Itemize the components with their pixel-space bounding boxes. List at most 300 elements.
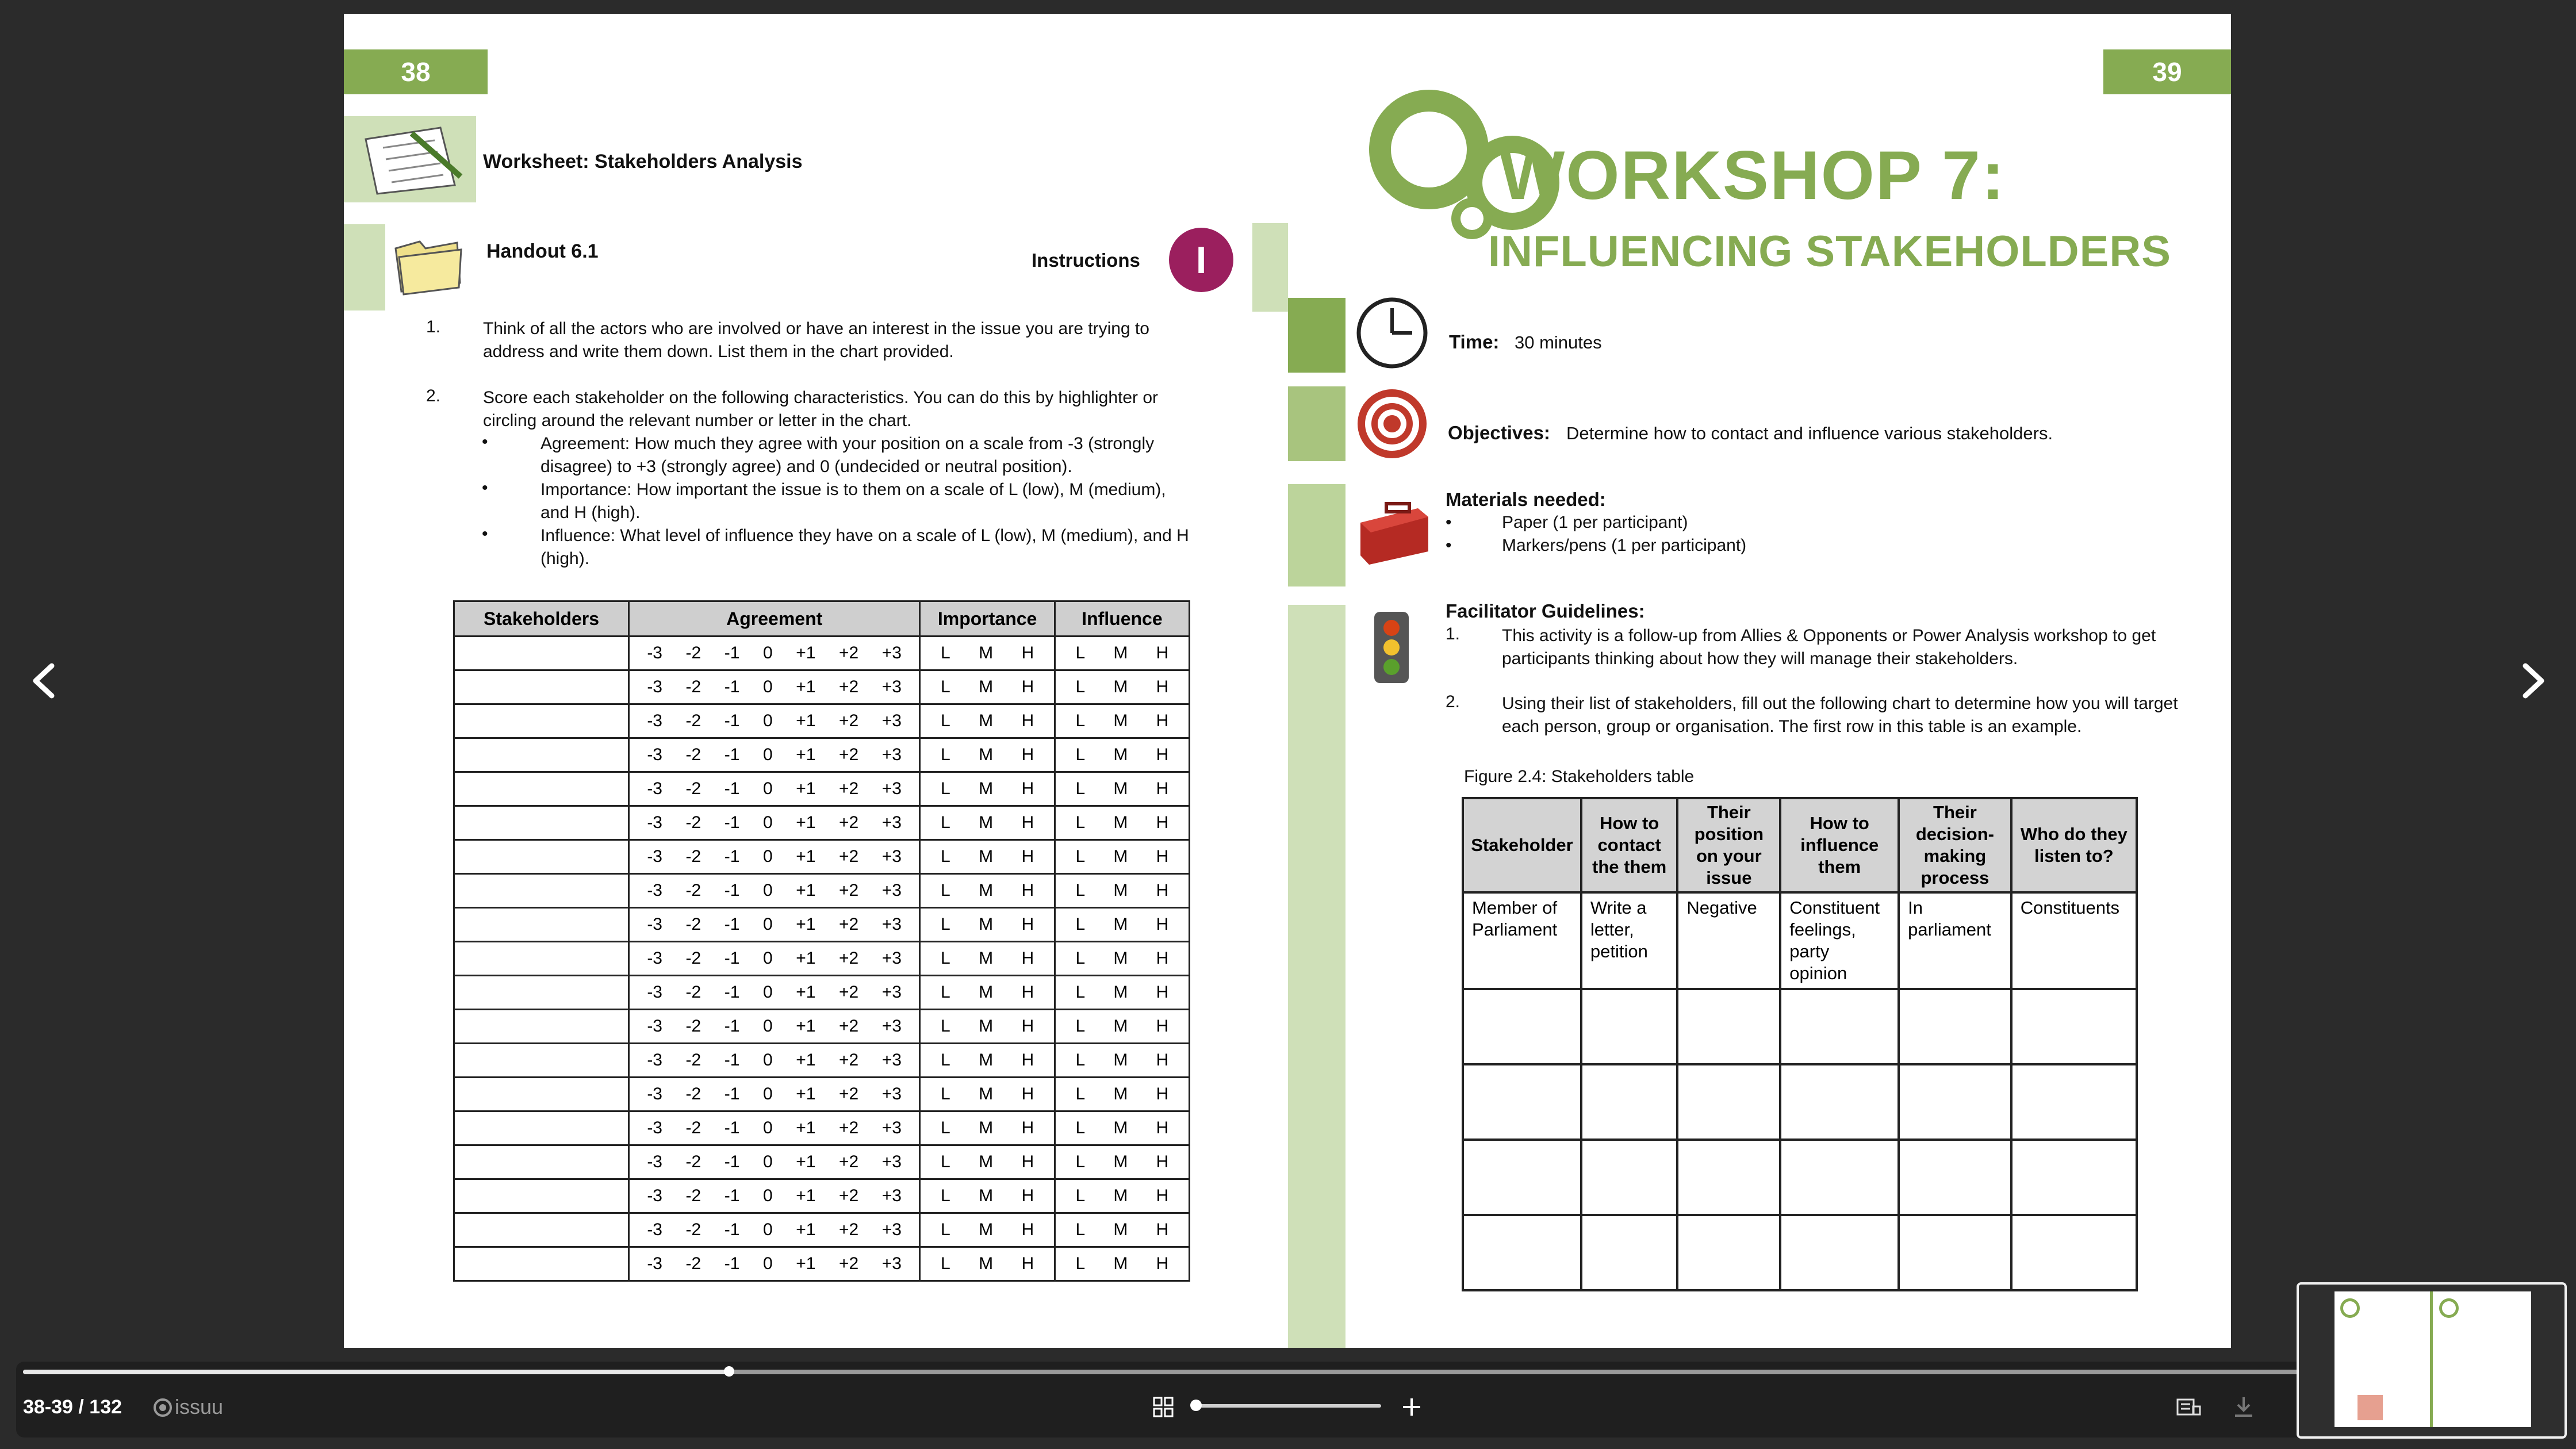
scale-option[interactable]: 0 — [763, 1152, 773, 1171]
figure-empty-cell[interactable] — [1677, 989, 1780, 1064]
scale-option[interactable]: +2 — [839, 915, 859, 934]
figure-empty-cell[interactable] — [1677, 1215, 1780, 1290]
stakeholder-name-cell[interactable] — [454, 942, 629, 976]
figure-empty-cell[interactable] — [2011, 1140, 2137, 1215]
scale-option[interactable]: M — [979, 915, 994, 934]
scale-option[interactable]: L — [941, 1118, 950, 1137]
scale-option[interactable]: L — [1075, 949, 1086, 968]
scale-option[interactable]: L — [941, 881, 950, 900]
issuu-brand[interactable]: issuu — [175, 1395, 224, 1419]
scale-option[interactable]: -2 — [685, 847, 702, 866]
page-thumbnail[interactable] — [2297, 1282, 2567, 1439]
scale-option[interactable]: +3 — [881, 1186, 902, 1205]
scale-option[interactable]: H — [1156, 1118, 1169, 1137]
scale-option[interactable]: M — [979, 1118, 994, 1137]
scale-option[interactable]: M — [979, 779, 994, 798]
scale-option[interactable]: +2 — [839, 847, 859, 866]
scale-option[interactable]: +3 — [881, 813, 902, 832]
reader-mode-icon[interactable] — [2176, 1396, 2201, 1418]
scale-option[interactable]: -1 — [724, 711, 740, 730]
scale-option[interactable]: L — [941, 983, 950, 1002]
figure-empty-cell[interactable] — [1581, 989, 1677, 1064]
scale-option[interactable]: -1 — [724, 1186, 740, 1205]
scale-option[interactable]: 0 — [763, 983, 773, 1002]
scale-option[interactable]: 0 — [763, 949, 773, 968]
scale-option[interactable]: L — [1075, 1220, 1086, 1239]
scale-option[interactable]: -2 — [685, 881, 702, 900]
scale-option[interactable]: M — [979, 1254, 994, 1273]
scale-option[interactable]: M — [979, 711, 994, 730]
scale-option[interactable]: -1 — [724, 1017, 740, 1036]
scale-option[interactable]: -3 — [647, 1152, 662, 1171]
scale-option[interactable]: H — [1021, 915, 1034, 934]
scale-option[interactable]: 0 — [763, 847, 773, 866]
stakeholder-name-cell[interactable] — [454, 637, 629, 670]
scale-option[interactable]: -1 — [724, 1152, 740, 1171]
scale-option[interactable]: 0 — [763, 881, 773, 900]
scale-option[interactable]: M — [979, 1017, 994, 1036]
scale-option[interactable]: +1 — [796, 1152, 816, 1171]
scale-option[interactable]: M — [1113, 881, 1128, 900]
stakeholder-name-cell[interactable] — [454, 908, 629, 942]
scale-option[interactable]: -2 — [685, 677, 702, 696]
scale-option[interactable]: -3 — [647, 983, 662, 1002]
stakeholder-name-cell[interactable] — [454, 1111, 629, 1145]
scale-option[interactable]: L — [941, 745, 950, 764]
stakeholder-name-cell[interactable] — [454, 976, 629, 1010]
figure-empty-cell[interactable] — [1677, 1064, 1780, 1140]
scale-option[interactable]: +1 — [796, 1254, 816, 1273]
scale-option[interactable]: M — [979, 677, 994, 696]
scale-option[interactable]: -1 — [724, 643, 740, 662]
scale-option[interactable]: 0 — [763, 643, 773, 662]
scale-option[interactable]: M — [1113, 1254, 1128, 1273]
scale-option[interactable]: H — [1156, 915, 1169, 934]
scale-option[interactable]: L — [1075, 1186, 1086, 1205]
scale-option[interactable]: M — [1113, 1051, 1128, 1070]
scale-option[interactable]: +1 — [796, 1220, 816, 1239]
scale-option[interactable]: M — [1113, 915, 1128, 934]
next-arrow-icon[interactable] — [2515, 661, 2550, 700]
scale-option[interactable]: -2 — [685, 1220, 702, 1239]
scale-option[interactable]: +2 — [839, 983, 859, 1002]
scale-option[interactable]: L — [941, 1051, 950, 1070]
scale-option[interactable]: -2 — [685, 1152, 702, 1171]
scale-option[interactable]: +3 — [881, 881, 902, 900]
scale-option[interactable]: -3 — [647, 1017, 662, 1036]
scale-option[interactable]: H — [1021, 1254, 1034, 1273]
scale-option[interactable]: H — [1156, 677, 1169, 696]
scale-option[interactable]: -2 — [685, 745, 702, 764]
scale-option[interactable]: M — [979, 643, 994, 662]
scale-option[interactable]: L — [941, 949, 950, 968]
scale-option[interactable]: 0 — [763, 711, 773, 730]
scale-option[interactable]: L — [1075, 881, 1086, 900]
scale-option[interactable]: H — [1021, 643, 1034, 662]
stakeholder-name-cell[interactable] — [454, 806, 629, 840]
figure-empty-cell[interactable] — [1780, 1064, 1899, 1140]
scale-option[interactable]: +1 — [796, 745, 816, 764]
figure-empty-cell[interactable] — [2011, 989, 2137, 1064]
stakeholder-name-cell[interactable] — [454, 874, 629, 908]
scale-option[interactable]: -2 — [685, 1017, 702, 1036]
scale-option[interactable]: +1 — [796, 813, 816, 832]
stakeholder-name-cell[interactable] — [454, 738, 629, 772]
scale-option[interactable]: H — [1156, 745, 1169, 764]
scale-option[interactable]: -3 — [647, 949, 662, 968]
stakeholder-name-cell[interactable] — [454, 1044, 629, 1078]
scale-option[interactable]: L — [941, 643, 950, 662]
figure-empty-cell[interactable] — [1780, 989, 1899, 1064]
stakeholder-name-cell[interactable] — [454, 1010, 629, 1044]
scale-option[interactable]: L — [941, 1254, 950, 1273]
scale-option[interactable]: H — [1156, 881, 1169, 900]
scale-option[interactable]: +1 — [796, 949, 816, 968]
figure-empty-cell[interactable] — [1899, 989, 2011, 1064]
figure-empty-cell[interactable] — [1780, 1140, 1899, 1215]
scale-option[interactable]: H — [1021, 983, 1034, 1002]
scale-option[interactable]: -2 — [685, 1254, 702, 1273]
scale-option[interactable]: -3 — [647, 643, 662, 662]
scale-option[interactable]: +3 — [881, 983, 902, 1002]
scale-option[interactable]: L — [941, 1084, 950, 1103]
scale-option[interactable]: M — [1113, 847, 1128, 866]
scale-option[interactable]: +2 — [839, 745, 859, 764]
scale-option[interactable]: M — [979, 1220, 994, 1239]
scale-option[interactable]: L — [941, 1152, 950, 1171]
scale-option[interactable]: H — [1021, 779, 1034, 798]
scale-option[interactable]: +3 — [881, 847, 902, 866]
stakeholder-name-cell[interactable] — [454, 1145, 629, 1179]
scale-option[interactable]: 0 — [763, 1220, 773, 1239]
scale-option[interactable]: +1 — [796, 1084, 816, 1103]
scale-option[interactable]: +1 — [796, 881, 816, 900]
scale-option[interactable]: L — [1075, 1017, 1086, 1036]
scale-option[interactable]: H — [1156, 949, 1169, 968]
scale-option[interactable]: H — [1021, 949, 1034, 968]
scale-option[interactable]: +1 — [796, 1017, 816, 1036]
scale-option[interactable]: 0 — [763, 813, 773, 832]
scale-option[interactable]: +2 — [839, 643, 859, 662]
figure-empty-cell[interactable] — [1463, 989, 1581, 1064]
figure-empty-cell[interactable] — [1463, 1140, 1581, 1215]
scale-option[interactable]: -1 — [724, 847, 740, 866]
stakeholder-name-cell[interactable] — [454, 840, 629, 874]
scale-option[interactable]: H — [1021, 1084, 1034, 1103]
scale-option[interactable]: M — [1113, 779, 1128, 798]
scale-option[interactable]: M — [979, 847, 994, 866]
scale-option[interactable]: +2 — [839, 1118, 859, 1137]
page-progress-handle[interactable] — [724, 1366, 734, 1377]
scale-option[interactable]: H — [1021, 813, 1034, 832]
scale-option[interactable]: -1 — [724, 779, 740, 798]
scale-option[interactable]: +1 — [796, 915, 816, 934]
scale-option[interactable]: M — [1113, 677, 1128, 696]
scale-option[interactable]: +1 — [796, 847, 816, 866]
scale-option[interactable]: L — [1075, 1152, 1086, 1171]
scale-option[interactable]: M — [979, 813, 994, 832]
zoom-slider-handle[interactable] — [1190, 1400, 1202, 1411]
scale-option[interactable]: M — [1113, 711, 1128, 730]
scale-option[interactable]: M — [979, 983, 994, 1002]
scale-option[interactable]: H — [1156, 643, 1169, 662]
download-icon[interactable] — [2232, 1395, 2255, 1419]
scale-option[interactable]: H — [1021, 1152, 1034, 1171]
scale-option[interactable]: +2 — [839, 779, 859, 798]
scale-option[interactable]: +2 — [839, 1254, 859, 1273]
scale-option[interactable]: H — [1156, 779, 1169, 798]
scale-option[interactable]: H — [1021, 1051, 1034, 1070]
grid-view-icon[interactable] — [1152, 1396, 1174, 1418]
scale-option[interactable]: +3 — [881, 1051, 902, 1070]
scale-option[interactable]: 0 — [763, 1186, 773, 1205]
scale-option[interactable]: -2 — [685, 1186, 702, 1205]
scale-option[interactable]: M — [1113, 745, 1128, 764]
scale-option[interactable]: M — [979, 881, 994, 900]
scale-option[interactable]: H — [1156, 813, 1169, 832]
scale-option[interactable]: M — [1113, 1017, 1128, 1036]
scale-option[interactable]: L — [1075, 711, 1086, 730]
scale-option[interactable]: +2 — [839, 1084, 859, 1103]
scale-option[interactable]: H — [1021, 1220, 1034, 1239]
scale-option[interactable]: -3 — [647, 779, 662, 798]
scale-option[interactable]: +1 — [796, 779, 816, 798]
scale-option[interactable]: H — [1021, 1186, 1034, 1205]
scale-option[interactable]: +1 — [796, 1186, 816, 1205]
scale-option[interactable]: -2 — [685, 711, 702, 730]
scale-option[interactable]: H — [1021, 1118, 1034, 1137]
scale-option[interactable]: -2 — [685, 643, 702, 662]
scale-option[interactable]: -3 — [647, 1220, 662, 1239]
scale-option[interactable]: M — [979, 1051, 994, 1070]
scale-option[interactable]: -2 — [685, 1118, 702, 1137]
scale-option[interactable]: M — [1113, 813, 1128, 832]
scale-option[interactable]: L — [941, 1186, 950, 1205]
scale-option[interactable]: 0 — [763, 745, 773, 764]
scale-option[interactable]: +3 — [881, 1017, 902, 1036]
scale-option[interactable]: L — [941, 915, 950, 934]
scale-option[interactable]: L — [941, 813, 950, 832]
zoom-in-icon[interactable] — [1401, 1396, 1423, 1418]
scale-option[interactable]: -3 — [647, 677, 662, 696]
scale-option[interactable]: +2 — [839, 1051, 859, 1070]
scale-option[interactable]: -1 — [724, 1084, 740, 1103]
figure-empty-cell[interactable] — [1780, 1215, 1899, 1290]
figure-empty-cell[interactable] — [1581, 1064, 1677, 1140]
scale-option[interactable]: -3 — [647, 745, 662, 764]
scale-option[interactable]: L — [941, 847, 950, 866]
stakeholder-name-cell[interactable] — [454, 1247, 629, 1281]
scale-option[interactable]: L — [1075, 745, 1086, 764]
scale-option[interactable]: 0 — [763, 1017, 773, 1036]
scale-option[interactable]: +2 — [839, 1152, 859, 1171]
scale-option[interactable]: -1 — [724, 677, 740, 696]
scale-option[interactable]: H — [1021, 745, 1034, 764]
scale-option[interactable]: M — [1113, 643, 1128, 662]
scale-option[interactable]: +2 — [839, 813, 859, 832]
scale-option[interactable]: L — [1075, 915, 1086, 934]
scale-option[interactable]: H — [1156, 1152, 1169, 1171]
stakeholder-name-cell[interactable] — [454, 704, 629, 738]
scale-option[interactable]: +2 — [839, 949, 859, 968]
scale-option[interactable]: -1 — [724, 813, 740, 832]
scale-option[interactable]: +2 — [839, 1186, 859, 1205]
scale-option[interactable]: +3 — [881, 949, 902, 968]
figure-empty-cell[interactable] — [2011, 1215, 2137, 1290]
scale-option[interactable]: L — [1075, 1051, 1086, 1070]
scale-option[interactable]: -2 — [685, 779, 702, 798]
scale-option[interactable]: -3 — [647, 1254, 662, 1273]
issuu-logo-icon[interactable] — [153, 1396, 172, 1419]
scale-option[interactable]: H — [1156, 847, 1169, 866]
scale-option[interactable]: -1 — [724, 1254, 740, 1273]
scale-option[interactable]: L — [941, 779, 950, 798]
stakeholder-name-cell[interactable] — [454, 772, 629, 806]
scale-option[interactable]: L — [1075, 1118, 1086, 1137]
scale-option[interactable]: L — [941, 711, 950, 730]
scale-option[interactable]: H — [1021, 711, 1034, 730]
scale-option[interactable]: +2 — [839, 711, 859, 730]
scale-option[interactable]: -2 — [685, 915, 702, 934]
scale-option[interactable]: +1 — [796, 677, 816, 696]
scale-option[interactable]: H — [1156, 983, 1169, 1002]
scale-option[interactable]: H — [1021, 847, 1034, 866]
scale-option[interactable]: +3 — [881, 1084, 902, 1103]
scale-option[interactable]: M — [1113, 1186, 1128, 1205]
scale-option[interactable]: +3 — [881, 1254, 902, 1273]
scale-option[interactable]: -3 — [647, 1118, 662, 1137]
scale-option[interactable]: 0 — [763, 779, 773, 798]
figure-empty-cell[interactable] — [1581, 1215, 1677, 1290]
scale-option[interactable]: L — [1075, 847, 1086, 866]
scale-option[interactable]: M — [1113, 1118, 1128, 1137]
scale-option[interactable]: M — [1113, 1220, 1128, 1239]
scale-option[interactable]: L — [1075, 1084, 1086, 1103]
scale-option[interactable]: M — [979, 1152, 994, 1171]
stakeholder-name-cell[interactable] — [454, 670, 629, 704]
scale-option[interactable]: -1 — [724, 915, 740, 934]
scale-option[interactable]: H — [1156, 1017, 1169, 1036]
scale-option[interactable]: -3 — [647, 711, 662, 730]
scale-option[interactable]: M — [1113, 983, 1128, 1002]
scale-option[interactable]: M — [979, 745, 994, 764]
scale-option[interactable]: -3 — [647, 1186, 662, 1205]
scale-option[interactable]: +3 — [881, 1118, 902, 1137]
scale-option[interactable]: -1 — [724, 1118, 740, 1137]
scale-option[interactable]: L — [1075, 983, 1086, 1002]
scale-option[interactable]: 0 — [763, 1254, 773, 1273]
figure-empty-cell[interactable] — [1581, 1140, 1677, 1215]
scale-option[interactable]: L — [1075, 779, 1086, 798]
scale-option[interactable]: -3 — [647, 813, 662, 832]
scale-option[interactable]: -3 — [647, 1084, 662, 1103]
figure-empty-cell[interactable] — [1899, 1140, 2011, 1215]
scale-option[interactable]: +3 — [881, 643, 902, 662]
scale-option[interactable]: L — [941, 677, 950, 696]
scale-option[interactable]: M — [1113, 949, 1128, 968]
page-progress-track[interactable] — [23, 1370, 2300, 1374]
stakeholder-name-cell[interactable] — [454, 1179, 629, 1213]
scale-option[interactable]: +3 — [881, 745, 902, 764]
scale-option[interactable]: H — [1156, 1186, 1169, 1205]
scale-option[interactable]: H — [1021, 881, 1034, 900]
figure-empty-cell[interactable] — [1463, 1215, 1581, 1290]
stakeholder-name-cell[interactable] — [454, 1078, 629, 1111]
scale-option[interactable]: H — [1156, 1220, 1169, 1239]
scale-option[interactable]: -2 — [685, 983, 702, 1002]
prev-arrow-icon[interactable] — [28, 661, 62, 700]
scale-option[interactable]: 0 — [763, 677, 773, 696]
scale-option[interactable]: -2 — [685, 813, 702, 832]
scale-option[interactable]: -3 — [647, 1051, 662, 1070]
scale-option[interactable]: -3 — [647, 847, 662, 866]
scale-option[interactable]: +2 — [839, 1220, 859, 1239]
figure-empty-cell[interactable] — [1899, 1215, 2011, 1290]
scale-option[interactable]: -3 — [647, 881, 662, 900]
scale-option[interactable]: L — [1075, 677, 1086, 696]
scale-option[interactable]: +1 — [796, 983, 816, 1002]
scale-option[interactable]: M — [979, 1186, 994, 1205]
scale-option[interactable]: 0 — [763, 1118, 773, 1137]
scale-option[interactable]: 0 — [763, 1051, 773, 1070]
figure-empty-cell[interactable] — [2011, 1064, 2137, 1140]
scale-option[interactable]: +3 — [881, 1220, 902, 1239]
scale-option[interactable]: M — [979, 1084, 994, 1103]
scale-option[interactable]: -2 — [685, 1051, 702, 1070]
scale-option[interactable]: -2 — [685, 949, 702, 968]
zoom-slider[interactable] — [1195, 1404, 1381, 1408]
scale-option[interactable]: +3 — [881, 677, 902, 696]
scale-option[interactable]: +1 — [796, 643, 816, 662]
scale-option[interactable]: +1 — [796, 1118, 816, 1137]
scale-option[interactable]: L — [1075, 643, 1086, 662]
scale-option[interactable]: +2 — [839, 881, 859, 900]
scale-option[interactable]: H — [1021, 1017, 1034, 1036]
scale-option[interactable]: -3 — [647, 915, 662, 934]
scale-option[interactable]: 0 — [763, 915, 773, 934]
scale-option[interactable]: -1 — [724, 745, 740, 764]
scale-option[interactable]: +2 — [839, 677, 859, 696]
scale-option[interactable]: -2 — [685, 1084, 702, 1103]
scale-option[interactable]: +3 — [881, 779, 902, 798]
scale-option[interactable]: -1 — [724, 881, 740, 900]
scale-option[interactable]: L — [941, 1220, 950, 1239]
scale-option[interactable]: M — [1113, 1152, 1128, 1171]
figure-empty-cell[interactable] — [1899, 1064, 2011, 1140]
scale-option[interactable]: -1 — [724, 1220, 740, 1239]
scale-option[interactable]: H — [1021, 677, 1034, 696]
scale-option[interactable]: M — [979, 949, 994, 968]
scale-option[interactable]: H — [1156, 1084, 1169, 1103]
scale-option[interactable]: L — [1075, 813, 1086, 832]
scale-option[interactable]: M — [1113, 1084, 1128, 1103]
figure-empty-cell[interactable] — [1677, 1140, 1780, 1215]
scale-option[interactable]: -1 — [724, 949, 740, 968]
scale-option[interactable]: +3 — [881, 915, 902, 934]
scale-option[interactable]: L — [1075, 1254, 1086, 1273]
scale-option[interactable]: -1 — [724, 983, 740, 1002]
scale-option[interactable]: +3 — [881, 711, 902, 730]
scale-option[interactable]: +1 — [796, 711, 816, 730]
scale-option[interactable]: H — [1156, 1051, 1169, 1070]
scale-option[interactable]: -1 — [724, 1051, 740, 1070]
stakeholder-name-cell[interactable] — [454, 1213, 629, 1247]
scale-option[interactable]: +2 — [839, 1017, 859, 1036]
scale-option[interactable]: L — [941, 1017, 950, 1036]
figure-empty-cell[interactable] — [1463, 1064, 1581, 1140]
scale-option[interactable]: H — [1156, 711, 1169, 730]
scale-option[interactable]: H — [1156, 1254, 1169, 1273]
